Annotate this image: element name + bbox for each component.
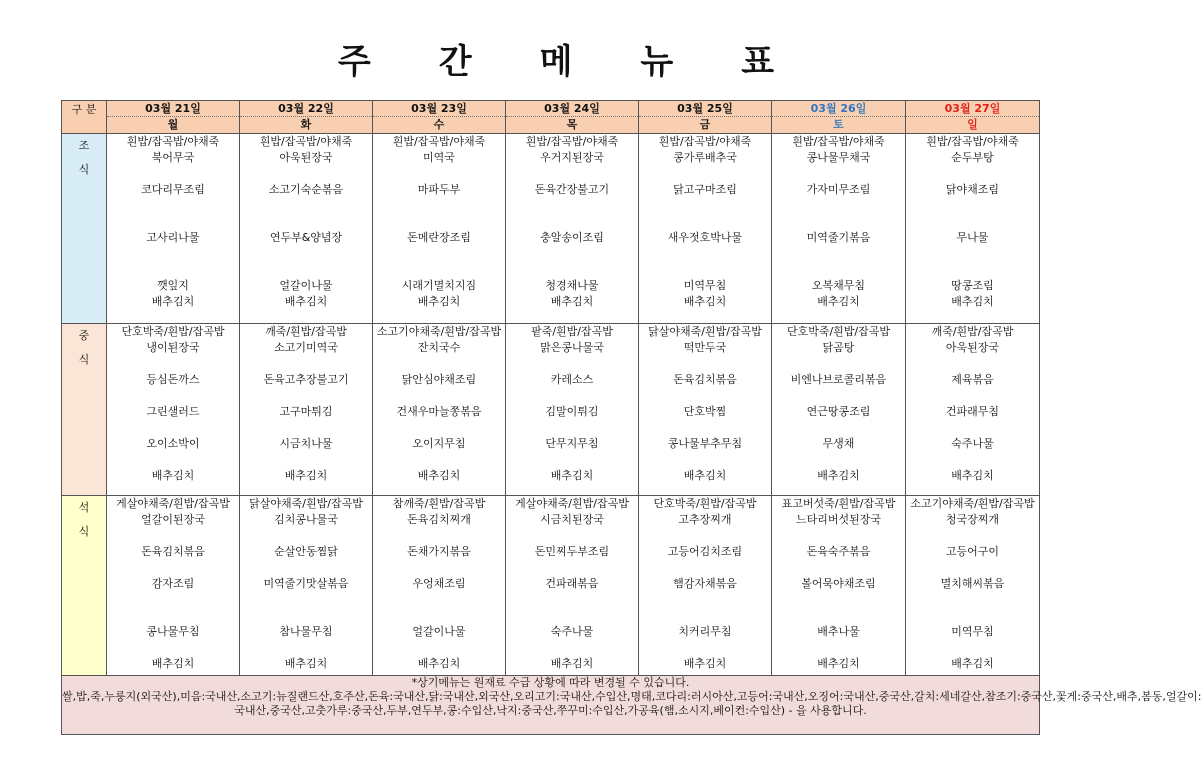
menu-cell	[373, 134, 506, 324]
menu-item: 배추김치	[817, 657, 860, 670]
day-of-week: 목	[566, 118, 578, 131]
day-of-week: 월	[167, 118, 179, 131]
menu-item: 배추김치	[417, 469, 461, 482]
menu-cell	[772, 134, 906, 324]
notes-line: *상기메뉴는 원재료 수급 상황에 따라 변경될 수 있습니다.	[411, 676, 690, 689]
menu-item	[107, 388, 239, 404]
dinner-row	[62, 496, 1040, 676]
menu-item: 건새우마늘쫑볶음	[396, 405, 482, 418]
menu-item: 돈육숙주볶음	[806, 545, 871, 558]
title-char: 간	[438, 42, 472, 82]
lunch-row	[62, 324, 1040, 496]
menu-item	[240, 560, 372, 576]
menu-item	[772, 198, 905, 214]
menu-item	[506, 246, 638, 262]
menu-item: 배추김치	[151, 295, 195, 308]
notes-line: 쌀,밥,죽,누룽지(외국산),미음:국내산,소고기:뉴질랜드산,호주산,돈육:국내산,닭:국내산,외국산,오리고기:국내산,수입산,명태,코다리:러시아산,고등어:국내산,오징어:국내산,중국산,갈치:세네갈산,참조기:중국산,꽃게:중국산,배추,봄동,얼갈이:	[62, 690, 1201, 703]
menu-item: 참나물무침	[279, 625, 333, 638]
menu-item	[506, 198, 638, 214]
menu-item: 흰밥/잡곡밥/야채죽	[658, 135, 752, 148]
menu-item	[373, 592, 505, 608]
menu-item	[107, 356, 239, 372]
menu-item: 콩가루배추국	[673, 151, 737, 164]
menu-item	[506, 388, 638, 404]
menu-item: 느타리버섯된장국	[795, 513, 881, 526]
menu-item: 순두부탕	[951, 151, 994, 164]
menu-item: 배추김치	[284, 657, 328, 670]
menu-item	[107, 528, 239, 544]
menu-item	[506, 560, 638, 576]
menu-item	[240, 640, 372, 656]
menu-item: 햄감자채볶음	[673, 577, 737, 590]
menu-item: 배추김치	[151, 657, 195, 670]
menu-item	[772, 246, 905, 262]
menu-item	[373, 198, 505, 214]
page-title	[0, 34, 1112, 83]
menu-item: 얼갈이나물	[412, 625, 466, 638]
menu-item: 무생채	[822, 437, 855, 450]
menu-item: 새우젓호박나물	[667, 231, 743, 244]
menu-item	[639, 592, 771, 608]
menu-item: 깨죽/흰밥/잡곡밥	[931, 325, 1014, 338]
menu-item: 고등어구이	[945, 545, 1000, 558]
menu-item: 팥죽/흰밥/잡곡밥	[531, 325, 613, 338]
menu-item	[373, 356, 505, 372]
menu-item: 단호박찜	[683, 405, 727, 418]
menu-item: 돈육김치볶음	[141, 545, 205, 558]
menu-item	[639, 356, 771, 372]
menu-item	[107, 592, 239, 608]
menu-cell	[107, 496, 240, 676]
menu-item	[506, 608, 638, 624]
menu-item	[772, 420, 905, 436]
menu-cell	[506, 324, 639, 496]
menu-item	[373, 420, 505, 436]
menu-item	[107, 166, 239, 182]
menu-cell	[639, 324, 772, 496]
menu-item: 멸치해씨볶음	[940, 577, 1005, 590]
menu-item: 맑은콩나물국	[540, 341, 604, 354]
menu-item: 코다리무조림	[141, 183, 205, 196]
menu-item: 연근땅콩조림	[806, 405, 871, 418]
menu-item: 소고기야채죽/흰밥/잡곡밥	[376, 325, 502, 338]
menu-item	[373, 528, 505, 544]
menu-item	[906, 166, 1039, 182]
menu-cell	[240, 496, 373, 676]
menu-item: 닭고구마조림	[673, 183, 737, 196]
menu-cell	[772, 496, 906, 676]
header-row	[62, 101, 1040, 134]
day-date: 03월 23일	[373, 101, 505, 117]
title-char: 주	[337, 42, 371, 82]
menu-cell	[906, 496, 1040, 676]
menu-item	[639, 640, 771, 656]
menu-item	[906, 198, 1039, 214]
menu-item	[639, 452, 771, 468]
menu-item: 순살안동찜닭	[274, 545, 338, 558]
menu-item: 건파래볶음	[545, 577, 599, 590]
day-date: 03월 21일	[107, 101, 239, 117]
menu-item: 돈메란장조림	[407, 231, 471, 244]
menu-item	[107, 262, 239, 278]
menu-item: 배추김치	[284, 295, 328, 308]
menu-item: 게살야채죽/흰밥/잡곡밥	[116, 497, 230, 510]
menu-item	[906, 452, 1039, 468]
menu-item	[373, 452, 505, 468]
menu-item: 떡만두국	[683, 341, 727, 354]
meal-label-char: 식	[78, 163, 90, 176]
breakfast-row	[62, 134, 1040, 324]
menu-item: 깨죽/흰밥/잡곡밥	[265, 325, 347, 338]
menu-item	[906, 592, 1039, 608]
menu-item: 숙주나물	[951, 437, 994, 450]
menu-item	[906, 214, 1039, 230]
menu-item: 충알송이조림	[540, 231, 604, 244]
menu-item: 감자조림	[151, 577, 195, 590]
menu-item	[240, 246, 372, 262]
menu-cell	[373, 324, 506, 496]
menu-item: 고사리나물	[146, 231, 200, 244]
menu-item: 냉이된장국	[146, 341, 200, 354]
notes-cell	[62, 676, 1201, 735]
menu-cell	[906, 324, 1040, 496]
menu-item: 숙주나물	[550, 625, 594, 638]
menu-item	[107, 214, 239, 230]
day-date: 03월 22일	[240, 101, 372, 117]
menu-item: 땅콩조림	[951, 279, 994, 292]
menu-item	[240, 528, 372, 544]
menu-item: 얼갈이된장국	[141, 513, 205, 526]
menu-item: 치커리무침	[678, 625, 732, 638]
menu-item: 무나물	[956, 231, 989, 244]
menu-item: 배추김치	[417, 295, 461, 308]
menu-item	[639, 214, 771, 230]
menu-cell	[772, 324, 906, 496]
menu-item: 돈육김치볶음	[673, 373, 737, 386]
menu-item	[906, 560, 1039, 576]
menu-item	[373, 214, 505, 230]
menu-item: 미역무침	[683, 279, 727, 292]
menu-item	[107, 420, 239, 436]
menu-item: 시금치된장국	[540, 513, 604, 526]
day-header-tue	[240, 101, 373, 134]
menu-cell	[373, 496, 506, 676]
menu-item	[240, 420, 372, 436]
menu-item: 배추김치	[817, 295, 860, 308]
menu-item: 오이지무침	[412, 437, 466, 450]
menu-item: 콩나물무채국	[806, 151, 871, 164]
menu-item: 청경채나물	[545, 279, 599, 292]
menu-item: 배추김치	[951, 469, 994, 482]
menu-item	[639, 198, 771, 214]
menu-item	[373, 262, 505, 278]
menu-item	[906, 420, 1039, 436]
menu-item: 건파래무침	[945, 405, 1000, 418]
menu-item	[506, 452, 638, 468]
menu-item: 게살야채죽/흰밥/잡곡밥	[515, 497, 629, 510]
menu-item: 배추김치	[417, 657, 461, 670]
menu-item: 배추김치	[151, 469, 195, 482]
menu-item: 흰밥/잡곡밥/야채죽	[792, 135, 885, 148]
menu-item: 소고기미역국	[274, 341, 338, 354]
title-char: 뉴	[640, 42, 674, 82]
menu-item	[772, 560, 905, 576]
menu-item: 고추장찌개	[678, 513, 732, 526]
menu-item: 시래기멸치지짐	[401, 279, 477, 292]
menu-item	[639, 246, 771, 262]
menu-item: 김말이튀김	[545, 405, 599, 418]
notes-line: 국내산,중국산,고춧가루:중국산,두부,연두부,콩:수입산,낙지:중국산,쭈꾸미:수입산,가공육(햄,소시지,베이컨:수입산) - 을 사용합니다.	[234, 704, 867, 717]
gubun-header: 구 분	[62, 101, 107, 134]
menu-cell	[240, 134, 373, 324]
menu-item: 소고기숙순볶음	[268, 183, 344, 196]
menu-item: 배추김치	[284, 469, 328, 482]
menu-item	[240, 608, 372, 624]
menu-item: 흰밥/잡곡밥/야채죽	[259, 135, 353, 148]
menu-item: 닭야채조림	[945, 183, 1000, 196]
day-date: 03월 24일	[506, 101, 638, 117]
menu-item: 아욱된장국	[945, 341, 1000, 354]
menu-item: 배추김치	[951, 657, 994, 670]
title-char: 메	[539, 42, 573, 82]
menu-item: 단호박죽/흰밥/잡곡밥	[786, 325, 891, 338]
menu-item: 배추나물	[817, 625, 860, 638]
menu-item	[639, 166, 771, 182]
menu-cell	[506, 134, 639, 324]
menu-item: 돈육고추장불고기	[263, 373, 349, 386]
menu-item: 미역무침	[951, 625, 994, 638]
menu-item: 소고기야채죽/흰밥/잡곡밥	[910, 497, 1035, 510]
day-of-week: 화	[300, 118, 312, 131]
day-of-week: 일	[967, 118, 978, 131]
menu-item	[373, 246, 505, 262]
menu-item: 흰밥/잡곡밥/야채죽	[525, 135, 619, 148]
menu-item	[772, 592, 905, 608]
menu-item: 돈육김치찌개	[407, 513, 471, 526]
menu-item: 배추김치	[550, 295, 594, 308]
menu-item: 고구마튀김	[279, 405, 333, 418]
menu-item	[107, 246, 239, 262]
menu-item	[506, 420, 638, 436]
day-date: 03월 25일	[639, 101, 771, 117]
breakfast-label	[62, 134, 107, 324]
menu-cell	[639, 496, 772, 676]
menu-item: 미역줄기맛살볶음	[263, 577, 349, 590]
menu-item: 아욱된장국	[279, 151, 333, 164]
menu-item: 오복채무침	[811, 279, 866, 292]
menu-item	[240, 356, 372, 372]
menu-item: 돈민찌두부조림	[534, 545, 610, 558]
meal-label-char: 식	[78, 525, 90, 538]
menu-item: 고등어김치조림	[667, 545, 743, 558]
menu-item	[506, 640, 638, 656]
menu-item	[240, 452, 372, 468]
menu-item	[506, 356, 638, 372]
menu-item: 단무지무침	[545, 437, 599, 450]
menu-item	[639, 262, 771, 278]
menu-item	[107, 452, 239, 468]
meal-label-char: 석	[78, 501, 90, 514]
menu-item: 표고버섯죽/흰밥/잡곡밥	[781, 497, 896, 510]
menu-item	[506, 214, 638, 230]
menu-item	[373, 388, 505, 404]
menu-item: 돈육간장불고기	[534, 183, 610, 196]
menu-cell	[107, 324, 240, 496]
menu-cell	[107, 134, 240, 324]
day-header-wed	[373, 101, 506, 134]
menu-item: 닭살야채죽/흰밥/잡곡밥	[648, 325, 762, 338]
meal-label-char: 식	[78, 353, 90, 366]
menu-item	[772, 262, 905, 278]
day-of-week: 금	[699, 118, 711, 131]
menu-item	[373, 608, 505, 624]
menu-item: 흰밥/잡곡밥/야채죽	[926, 135, 1019, 148]
menu-item	[240, 592, 372, 608]
menu-item: 비엔나브로콜리볶음	[790, 373, 887, 386]
menu-item	[639, 388, 771, 404]
menu-item	[107, 198, 239, 214]
menu-item: 배추김치	[951, 295, 994, 308]
weekly-menu-table	[61, 100, 1201, 735]
menu-item: 배추김치	[683, 295, 727, 308]
menu-item	[772, 166, 905, 182]
day-date: 03월 27일	[906, 101, 1039, 117]
menu-item: 미역줄기볶음	[806, 231, 871, 244]
menu-item: 등심돈까스	[146, 373, 200, 386]
menu-item	[373, 640, 505, 656]
menu-item: 제육볶음	[951, 373, 994, 386]
menu-item: 가자미무조림	[806, 183, 871, 196]
menu-item	[772, 640, 905, 656]
menu-item: 단호박죽/흰밥/잡곡밥	[121, 325, 225, 338]
menu-item: 북어무국	[151, 151, 195, 164]
menu-item: 우거지된장국	[540, 151, 604, 164]
menu-item: 우엉채조림	[412, 577, 466, 590]
menu-item	[772, 528, 905, 544]
menu-item	[772, 608, 905, 624]
menu-item: 콩나물부추무침	[667, 437, 743, 450]
menu-item	[506, 166, 638, 182]
menu-cell	[506, 496, 639, 676]
menu-item: 배추김치	[683, 657, 727, 670]
menu-item: 잔치국수	[417, 341, 461, 354]
menu-item: 청국장찌개	[945, 513, 1000, 526]
menu-item: 흰밥/잡곡밥/야채죽	[126, 135, 220, 148]
menu-item: 얼갈이나물	[279, 279, 333, 292]
menu-item: 그린샐러드	[146, 405, 200, 418]
menu-item	[906, 528, 1039, 544]
menu-item	[906, 262, 1039, 278]
title-char: 표	[741, 42, 775, 82]
menu-item: 배추김치	[683, 469, 727, 482]
menu-item: 닭살야채죽/흰밥/잡곡밥	[249, 497, 363, 510]
menu-item: 깻잎지	[157, 279, 189, 292]
menu-item: 배추김치	[550, 469, 594, 482]
menu-item: 볼어묵야채조림	[801, 577, 876, 590]
day-of-week: 토	[833, 118, 844, 131]
meal-label-char: 중	[78, 329, 90, 342]
menu-item	[772, 356, 905, 372]
menu-item	[240, 262, 372, 278]
day-header-fri	[639, 101, 772, 134]
menu-item	[906, 640, 1039, 656]
menu-item: 오이소박이	[146, 437, 200, 450]
menu-item	[506, 592, 638, 608]
menu-item	[906, 608, 1039, 624]
menu-item: 배추김치	[550, 657, 594, 670]
day-header-mon	[107, 101, 240, 134]
menu-item	[240, 214, 372, 230]
menu-item	[107, 560, 239, 576]
menu-item	[373, 560, 505, 576]
menu-item	[906, 246, 1039, 262]
day-of-week: 수	[433, 118, 445, 131]
menu-item	[240, 388, 372, 404]
menu-item: 단호박죽/흰밥/잡곡밥	[653, 497, 757, 510]
day-date: 03월 26일	[772, 101, 905, 117]
menu-item: 마파두부	[417, 183, 461, 196]
menu-item: 닭안심야채조림	[401, 373, 477, 386]
menu-item: 참깨죽/흰밥/잡곡밥	[392, 497, 486, 510]
meal-label-char: 조	[78, 139, 90, 152]
menu-item	[906, 388, 1039, 404]
menu-item: 닭곰탕	[822, 341, 855, 354]
lunch-label	[62, 324, 107, 496]
dinner-label	[62, 496, 107, 676]
menu-item	[107, 640, 239, 656]
menu-item	[240, 198, 372, 214]
menu-item: 김치콩나물국	[274, 513, 338, 526]
notes-row	[62, 676, 1040, 735]
menu-item	[639, 608, 771, 624]
menu-item	[639, 528, 771, 544]
menu-item: 카레소스	[550, 373, 594, 386]
menu-item	[373, 166, 505, 182]
menu-cell	[240, 324, 373, 496]
menu-item	[506, 262, 638, 278]
menu-item: 배추김치	[817, 469, 860, 482]
menu-item	[639, 560, 771, 576]
menu-item	[506, 528, 638, 544]
day-header-sun	[906, 101, 1040, 134]
day-header-thu	[506, 101, 639, 134]
menu-item: 돈채가지볶음	[407, 545, 471, 558]
menu-item: 콩나물무침	[146, 625, 200, 638]
menu-item	[240, 166, 372, 182]
menu-item	[107, 608, 239, 624]
menu-item	[639, 420, 771, 436]
menu-item: 흰밥/잡곡밥/야채죽	[392, 135, 486, 148]
menu-cell	[639, 134, 772, 324]
menu-item	[772, 388, 905, 404]
menu-cell	[906, 134, 1040, 324]
menu-item: 미역국	[423, 151, 455, 164]
day-header-sat	[772, 101, 906, 134]
menu-item	[906, 356, 1039, 372]
menu-item: 연두부&양념장	[269, 231, 343, 244]
menu-item	[772, 214, 905, 230]
menu-item	[772, 452, 905, 468]
menu-item: 시금치나물	[279, 437, 333, 450]
